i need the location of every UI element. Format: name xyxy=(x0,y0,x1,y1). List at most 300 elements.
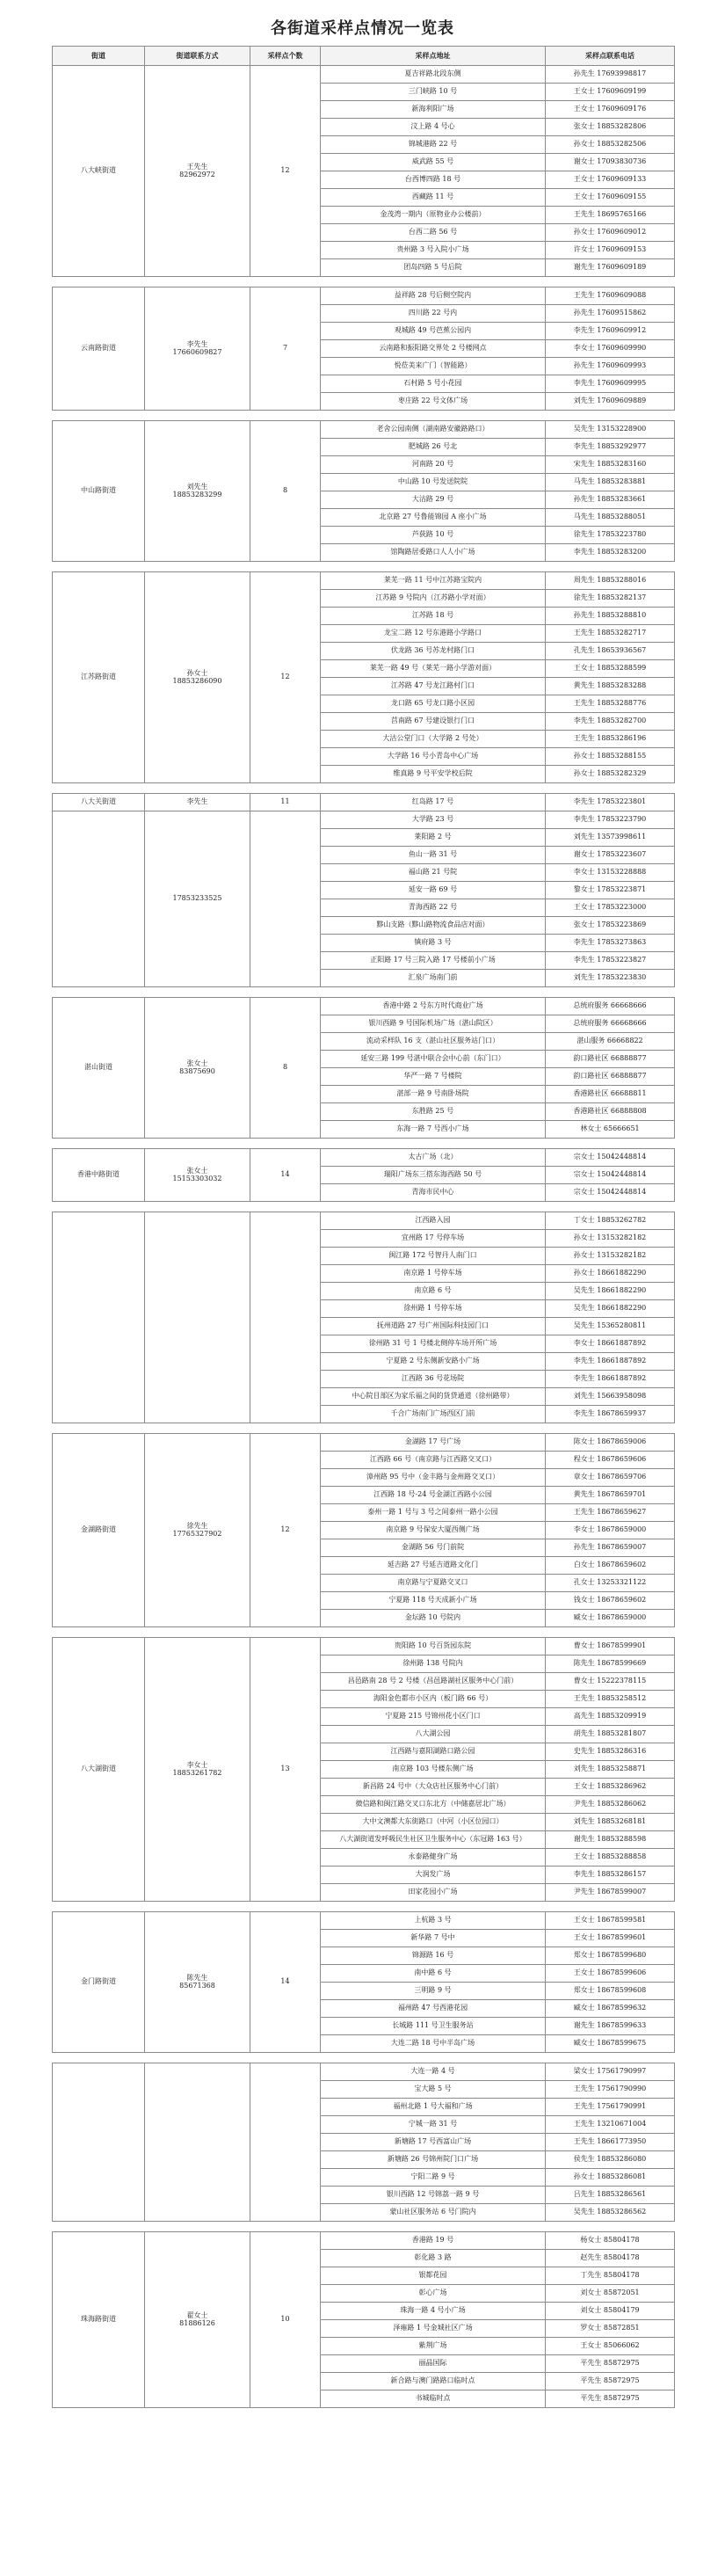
table-row xyxy=(53,2232,675,2250)
sampling-phone-cell: 许女士 17609609153 xyxy=(546,242,675,259)
sampling-address-cell: 贵阳路 10 号百货园东院 xyxy=(321,1638,546,1655)
sampling-address-cell: 上杭路 3 号 xyxy=(321,1912,546,1930)
sampling-address-cell: 红岛路 17 号 xyxy=(321,794,546,811)
sampling-address-cell: 徐州路 1 号停车场 xyxy=(321,1300,546,1318)
sampling-address-cell: 泰州一路 1 号与 3 号之间泰州一路小公园 xyxy=(321,1504,546,1522)
sampling-count-cell: 14 xyxy=(250,1912,321,2053)
sampling-address-cell: 田家花园小广场 xyxy=(321,1884,546,1902)
sampling-phone-cell: 吴先生 15365280811 xyxy=(546,1318,675,1335)
sampling-address-cell: 新海利阳广场 xyxy=(321,101,546,119)
sampling-phone-cell: 李先生 17853223801 xyxy=(546,794,675,811)
sampling-address-cell: 福山路 21 号院 xyxy=(321,864,546,882)
street-contact-cell xyxy=(145,287,250,411)
sampling-address-cell: 江西路 18 号-24 号金湖江西路小公园 xyxy=(321,1487,546,1504)
street-contact-line: 张女士 xyxy=(186,1059,208,1068)
sampling-phone-cell: 王女士 18678599606 xyxy=(546,1965,675,1983)
sampling-address-cell: 南中路 6 号 xyxy=(321,1965,546,1983)
sampling-address-cell: 莱芜一路 49 号（莱芜一路小学游对面） xyxy=(321,660,546,678)
sampling-count-cell: 11 xyxy=(250,794,321,811)
street-contact-line: 17765327902 xyxy=(172,1529,222,1538)
sampling-phone-cell: 李先生 18661887892 xyxy=(546,1353,675,1371)
sampling-address-cell: 团岛四路 5 号后院 xyxy=(321,259,546,277)
sampling-address-cell: 长城路 111 号卫生服务站 xyxy=(321,2018,546,2035)
column-header: 采样点地址 xyxy=(321,47,546,66)
sampling-count-cell: 10 xyxy=(250,2232,321,2408)
sampling-address-cell: 汇泉广场南门前 xyxy=(321,970,546,987)
street-table xyxy=(52,287,675,411)
street-table xyxy=(52,1637,675,1902)
sampling-address-cell: 延安三路 199 号湛中联合会中心前（东门口） xyxy=(321,1051,546,1068)
section-gap xyxy=(52,1139,674,1148)
street-table xyxy=(52,2231,675,2408)
sampling-phone-cell: 王先生 13210671004 xyxy=(546,2116,675,2134)
sampling-phone-cell: 李先生 18853286157 xyxy=(546,1867,675,1884)
sampling-phone-cell: 徐先生 18853282137 xyxy=(546,590,675,608)
sampling-phone-cell: 王女士 85066062 xyxy=(546,2338,675,2355)
sampling-phone-cell: 曹女士 18678599901 xyxy=(546,1638,675,1655)
street-table xyxy=(52,1911,675,2053)
sampling-address-cell: 莱阳路 2 号 xyxy=(321,829,546,847)
sampling-address-cell: 江西路 66 号（南京路与江西路交叉口） xyxy=(321,1452,546,1469)
street-contact-cell xyxy=(145,794,250,811)
street-contact-cell xyxy=(145,2063,250,2222)
street-contact-line: 15153303032 xyxy=(172,1174,222,1182)
sampling-address-cell: 香港路 19 号 xyxy=(321,2232,546,2250)
table-row xyxy=(53,794,675,811)
street-contact-line: 李女士 xyxy=(186,1761,208,1770)
sampling-count-cell: 8 xyxy=(250,421,321,562)
street-contact-line: 王先生 xyxy=(186,163,208,171)
sampling-phone-cell: 孙女士 13153282182 xyxy=(546,1230,675,1248)
sampling-phone-cell: 杨女士 85804178 xyxy=(546,2232,675,2250)
street-contact-cell xyxy=(145,1912,250,2053)
sampling-address-cell: 漳州路 95 号中（金丰路与金州路交叉口） xyxy=(321,1469,546,1487)
sampling-phone-cell: 刘先生 18853258871 xyxy=(546,1761,675,1779)
sampling-phone-cell: 王先生 18853286196 xyxy=(546,731,675,748)
sampling-address-cell: 蒙山社区服务站 6 号门院内 xyxy=(321,2204,546,2222)
sampling-phone-cell: 孙先生 17609515862 xyxy=(546,305,675,323)
sampling-address-cell: 大学路 16 号小青岛中心广场 xyxy=(321,748,546,766)
sampling-address-cell: 香港中路 2 号东方时代商业广场 xyxy=(321,998,546,1015)
sampling-phone-cell: 平先生 85872975 xyxy=(546,2390,675,2408)
sampling-address-cell: 延安一路 69 号 xyxy=(321,882,546,899)
sampling-phone-cell: 谢女士 17093830736 xyxy=(546,154,675,171)
sampling-address-cell: 昌邑路南 28 号 2 号楼（昌邑路湖社区服务中心门前） xyxy=(321,1673,546,1691)
sampling-address-cell: 八大湖公园 xyxy=(321,1726,546,1743)
sampling-phone-cell: 王女士 17609609155 xyxy=(546,189,675,207)
sampling-address-cell: 银都花园 xyxy=(321,2267,546,2285)
sampling-phone-cell: 李先生 18678659937 xyxy=(546,1406,675,1423)
sampling-phone-cell: 赵先生 85804178 xyxy=(546,2250,675,2267)
sampling-address-cell: 彰心广场 xyxy=(321,2285,546,2303)
sampling-count-cell: 12 xyxy=(250,66,321,277)
table-header-row xyxy=(53,47,675,66)
sampling-phone-cell: 李先生 18853292977 xyxy=(546,439,675,456)
sampling-address-cell: 南京路 103 号楼东侧广场 xyxy=(321,1761,546,1779)
sampling-address-cell: 台西博四路 18 号 xyxy=(321,171,546,189)
sampling-phone-cell: 李先生 17609609912 xyxy=(546,323,675,340)
section-gap xyxy=(52,2222,674,2231)
sampling-phone-cell: 王女士 18678599581 xyxy=(546,1912,675,1930)
sampling-phone-cell: 孔先生 18653936567 xyxy=(546,643,675,660)
sampling-phone-cell: 梁女士 17561790997 xyxy=(546,2063,675,2081)
sampling-phone-cell: 平先生 85872975 xyxy=(546,2355,675,2373)
sampling-count-cell: 13 xyxy=(250,1638,321,1902)
sampling-address-cell: 太古广场（北） xyxy=(321,1149,546,1167)
street-contact-cell xyxy=(145,421,250,562)
sampling-address-cell: 肥城路 26 号北 xyxy=(321,439,546,456)
table-row xyxy=(53,1638,675,1655)
table-row xyxy=(53,1212,675,1230)
street-contact-cell xyxy=(145,572,250,783)
sampling-phone-cell: 王先生 18853282717 xyxy=(546,625,675,643)
sampling-address-cell: 江西路与嘉阳湖路口路公园 xyxy=(321,1743,546,1761)
sampling-address-cell: 海阳金色都市小区内（板门路 66 号） xyxy=(321,1691,546,1708)
sampling-phone-cell: 曹女士 15222378115 xyxy=(546,1673,675,1691)
sampling-address-cell: 宁阳二路 9 号 xyxy=(321,2169,546,2187)
sampling-address-cell: 四川路 22 号内 xyxy=(321,305,546,323)
section-gap xyxy=(52,987,674,997)
sampling-phone-cell: 王女士 17609609133 xyxy=(546,171,675,189)
sampling-phone-cell: 李先生 17853223827 xyxy=(546,952,675,970)
sampling-phone-cell: 孔女士 13253321122 xyxy=(546,1575,675,1592)
street-name-cell: 八大关街道 xyxy=(53,794,145,811)
sampling-address-cell: 益祥路 28 号后侧空院内 xyxy=(321,287,546,305)
sampling-address-cell: 三明路 9 号 xyxy=(321,1983,546,2000)
sampling-phone-cell: 王女士 18678599601 xyxy=(546,1930,675,1947)
sampling-phone-cell: 王先生 18853288776 xyxy=(546,695,675,713)
section-gap xyxy=(52,1627,674,1637)
section-gap xyxy=(52,1423,674,1433)
street-name-cell xyxy=(53,811,145,987)
column-header: 采样点联系电话 xyxy=(546,47,675,66)
sampling-phone-cell: 刘先生 15663958098 xyxy=(546,1388,675,1406)
sampling-address-cell: 泽雍路 1 号金城社区广场 xyxy=(321,2320,546,2338)
sampling-phone-cell: 王先生 18661773950 xyxy=(546,2134,675,2151)
sampling-address-cell: 西藏路 11 号 xyxy=(321,189,546,207)
street-contact-line: 81886126 xyxy=(179,2318,215,2327)
sampling-address-cell: 微信路和闽江路交叉口东北方（中储嘉居北广场） xyxy=(321,1796,546,1814)
street-contact-cell xyxy=(145,1638,250,1902)
street-name-cell: 金湖路街道 xyxy=(53,1434,145,1627)
sampling-phone-cell: 谢先生 18853288598 xyxy=(546,1831,675,1849)
sampling-address-cell: 金坛路 10 号院内 xyxy=(321,1610,546,1627)
sampling-count-cell xyxy=(250,811,321,987)
street-name-cell: 珠海路街道 xyxy=(53,2232,145,2408)
street-table xyxy=(52,793,675,987)
sampling-address-cell: 大中文澳都大东街路口（中河（小区位园口） xyxy=(321,1814,546,1831)
sampling-phone-cell: 马先生 18853283881 xyxy=(546,474,675,491)
street-table xyxy=(52,571,675,783)
sampling-phone-cell: 吴先生 18661882290 xyxy=(546,1300,675,1318)
sampling-phone-cell: 香港路社区 66888808 xyxy=(546,1103,675,1121)
sampling-phone-cell: 臧女士 18678659000 xyxy=(546,1610,675,1627)
sampling-address-cell: 中心院目部区为家乐福之间的货贷通道（徐州路带） xyxy=(321,1388,546,1406)
street-table xyxy=(52,46,675,277)
column-header: 街道 xyxy=(53,47,145,66)
sampling-address-cell: 珠海一路 4 号小广场 xyxy=(321,2303,546,2320)
street-contact-cell xyxy=(145,66,250,277)
sampling-address-cell: 正阳路 17 号三院入路 17 号楼前小广场 xyxy=(321,952,546,970)
sampling-address-cell: 紫荆广场 xyxy=(321,2338,546,2355)
street-table xyxy=(52,1433,675,1627)
sampling-address-cell: 大学路 23 号 xyxy=(321,811,546,829)
sampling-address-cell: 青海市民中心 xyxy=(321,1184,546,1202)
sampling-phone-cell: 李先生 18853282700 xyxy=(546,713,675,731)
table-row xyxy=(53,287,675,305)
sampling-phone-cell: 孙女士 18853282506 xyxy=(546,136,675,154)
table-row xyxy=(53,1149,675,1167)
sampling-address-cell: 锦城港路 22 号 xyxy=(321,136,546,154)
sampling-address-cell: 金茂湾一期内（原物业办公楼前） xyxy=(321,207,546,224)
sampling-address-cell: 南京路 1 号停车场 xyxy=(321,1265,546,1283)
sampling-address-cell: 北京路 27 号鲁能锦园 A 座小广场 xyxy=(321,509,546,527)
sampling-address-cell: 河南路 20 号 xyxy=(321,456,546,474)
sampling-phone-cell: 宗女士 15042448814 xyxy=(546,1149,675,1167)
sampling-phone-cell: 总统府服务 66668666 xyxy=(546,1015,675,1033)
sampling-count-cell xyxy=(250,1212,321,1423)
sampling-address-cell: 华严一路 7 号楼院 xyxy=(321,1068,546,1086)
sampling-address-cell: 芦荻路 10 号 xyxy=(321,527,546,544)
sampling-phone-cell: 王先生 17561790990 xyxy=(546,2081,675,2099)
section-gap xyxy=(52,1202,674,1212)
sampling-phone-cell: 丁先生 85804178 xyxy=(546,2267,675,2285)
street-table xyxy=(52,997,675,1139)
sampling-phone-cell: 总统府服务 66668666 xyxy=(546,998,675,1015)
street-name-cell: 中山路街道 xyxy=(53,421,145,562)
sampling-address-cell: 宁城一路 31 号 xyxy=(321,2116,546,2134)
sampling-count-cell: 8 xyxy=(250,998,321,1139)
sampling-phone-cell: 谢先生 18678599633 xyxy=(546,2018,675,2035)
section-gap xyxy=(52,411,674,420)
sampling-phone-cell: 谢女士 17853223607 xyxy=(546,847,675,864)
street-table xyxy=(52,420,675,562)
sampling-phone-cell: 孙女士 18853288155 xyxy=(546,748,675,766)
sampling-address-cell: 大连一路 4 号 xyxy=(321,2063,546,2081)
sampling-count-cell: 12 xyxy=(250,1434,321,1627)
table-row xyxy=(53,1434,675,1452)
sampling-address-cell: 江西路入园 xyxy=(321,1212,546,1230)
sampling-phone-cell: 郑女士 18678599680 xyxy=(546,1947,675,1965)
sampling-phone-cell: 宋先生 18853283160 xyxy=(546,456,675,474)
sampling-address-cell: 徐州路 31 号 1 号楼北侧停车场开所广场 xyxy=(321,1335,546,1353)
street-contact-line: 18853283299 xyxy=(172,490,222,498)
sampling-address-cell: 宁夏路 118 号天成新小广场 xyxy=(321,1592,546,1610)
street-name-cell: 金门路街道 xyxy=(53,1912,145,2053)
sampling-address-cell: 八大湖街道发呼吸民生社区卫生服务中心（东冠路 163 号） xyxy=(321,1831,546,1849)
street-name-cell: 八大湖街道 xyxy=(53,1638,145,1902)
sampling-address-cell: 东海一路 7 号西小广场 xyxy=(321,1121,546,1139)
sampling-phone-cell: 刘先生 18853268181 xyxy=(546,1814,675,1831)
table-row xyxy=(53,572,675,590)
sampling-phone-cell: 林女士 65666651 xyxy=(546,1121,675,1139)
sampling-phone-cell: 吕先生 18853286561 xyxy=(546,2187,675,2204)
sampling-phone-cell: 韵口路社区 66888877 xyxy=(546,1051,675,1068)
sampling-phone-cell: 黄先生 18853283288 xyxy=(546,678,675,695)
street-name-cell: 云南路街道 xyxy=(53,287,145,411)
sampling-address-cell: 宁夏路 2 号东侧新安路小广场 xyxy=(321,1353,546,1371)
sampling-phone-cell: 孙先生 18853288810 xyxy=(546,608,675,625)
sampling-address-cell: 枣庄路 22 号文体广场 xyxy=(321,393,546,411)
sampling-address-cell: 福州路 47 号西港花园 xyxy=(321,2000,546,2018)
sampling-address-cell: 宝大路 5 号 xyxy=(321,2081,546,2099)
sampling-address-cell: 东胜路 25 号 xyxy=(321,1103,546,1121)
sampling-address-cell: 金湖路 56 号门前院 xyxy=(321,1539,546,1557)
street-name-cell: 八大峡街道 xyxy=(53,66,145,277)
sampling-address-cell: 悦莅美来广门（智能路） xyxy=(321,358,546,375)
sampling-phone-cell: 黄先生 18678659701 xyxy=(546,1487,675,1504)
street-contact-line: 刘先生 xyxy=(186,483,208,491)
sampling-phone-cell: 刘女士 85804179 xyxy=(546,2303,675,2320)
section-gap xyxy=(52,277,674,287)
sampling-address-cell: 宜州路 17 号停车场 xyxy=(321,1230,546,1248)
street-contact-line: 张女士 xyxy=(186,1167,208,1175)
sampling-phone-cell: 宗女士 15042448814 xyxy=(546,1167,675,1184)
sampling-address-cell: 大连二路 18 号中半岛广场 xyxy=(321,2035,546,2053)
sampling-phone-cell: 吴先生 18853286562 xyxy=(546,2204,675,2222)
sampling-address-cell: 新合路与澳门路路口临时点 xyxy=(321,2373,546,2390)
sampling-address-cell: 银川西路 12 号锦荔一路 9 号 xyxy=(321,2187,546,2204)
sampling-phone-cell: 李女士 17609609990 xyxy=(546,340,675,358)
sampling-phone-cell: 尹先生 18853286062 xyxy=(546,1796,675,1814)
sampling-address-cell: 流动采样队 16 支（湛山社区服务站门口） xyxy=(321,1033,546,1051)
sampling-count-cell: 12 xyxy=(250,572,321,783)
sampling-phone-cell: 张女士 17853223869 xyxy=(546,917,675,935)
sampling-phone-cell: 程女士 18678659606 xyxy=(546,1452,675,1469)
street-contact-cell xyxy=(145,1149,250,1202)
sampling-address-cell: 中山路 10 号发送院院 xyxy=(321,474,546,491)
street-table xyxy=(52,2063,675,2222)
sampling-phone-cell: 王先生 17609609088 xyxy=(546,287,675,305)
sampling-address-cell: 鱼山一路 31 号 xyxy=(321,847,546,864)
sampling-address-cell: 三门峡路 10 号 xyxy=(321,84,546,101)
sampling-address-cell: 丽晶国际 xyxy=(321,2355,546,2373)
street-contact-cell xyxy=(145,811,250,987)
sampling-address-cell: 威武路 55 号 xyxy=(321,154,546,171)
section-gap xyxy=(52,562,674,571)
sampling-phone-cell: 孙先生 17609609993 xyxy=(546,358,675,375)
sampling-address-cell: 馆陶路居委路口人人小广场 xyxy=(321,544,546,562)
street-contact-line: 陈先生 xyxy=(186,1974,208,1983)
sampling-phone-cell: 周先生 18853288016 xyxy=(546,572,675,590)
sampling-phone-cell: 高先生 18853209919 xyxy=(546,1708,675,1726)
table-row xyxy=(53,421,675,439)
sampling-phone-cell: 黎女士 17853223871 xyxy=(546,882,675,899)
sampling-phone-cell: 陈女士 18678659006 xyxy=(546,1434,675,1452)
table-row xyxy=(53,811,675,829)
street-contact-line: 孙女士 xyxy=(186,669,208,678)
sampling-address-cell: 书城临时点 xyxy=(321,2390,546,2408)
sampling-phone-cell: 李女士 13153228888 xyxy=(546,864,675,882)
sampling-phone-cell: 章女士 18678659706 xyxy=(546,1469,675,1487)
sampling-phone-cell: 陈先生 18678599669 xyxy=(546,1655,675,1673)
street-name-cell: 香港中路街道 xyxy=(53,1149,145,1202)
sampling-phone-cell: 郑女士 18678599608 xyxy=(546,1983,675,2000)
sampling-address-cell: 云南路和振阳路交界处 2 号楼网点 xyxy=(321,340,546,358)
sampling-address-cell: 延吉路 27 号延吉道路文化门 xyxy=(321,1557,546,1575)
sampling-address-cell: 南京路 6 号 xyxy=(321,1283,546,1300)
sampling-address-cell: 南京路与宁夏路交叉口 xyxy=(321,1575,546,1592)
sampling-address-cell: 贵州路 3 号入院小广场 xyxy=(321,242,546,259)
sampling-phone-cell: 孙先生 18678659007 xyxy=(546,1539,675,1557)
sampling-phone-cell: 香港路社区 66688811 xyxy=(546,1086,675,1103)
sampling-address-cell: 龙口路 65 号龙口路小区园 xyxy=(321,695,546,713)
sampling-phone-cell: 孙女士 18853286081 xyxy=(546,2169,675,2187)
sampling-address-cell: 江苏路 47 号龙江路村门口 xyxy=(321,678,546,695)
sampling-address-cell: 闽江路 172 号智丹人南门口 xyxy=(321,1248,546,1265)
sampling-address-cell: 汶上路 4 号心 xyxy=(321,119,546,136)
sampling-phone-cell: 史先生 18853286316 xyxy=(546,1743,675,1761)
sampling-phone-cell: 王女士 18853288599 xyxy=(546,660,675,678)
sampling-address-cell: 江西路 36 号花场院 xyxy=(321,1371,546,1388)
sampling-phone-cell: 王女士 17853223000 xyxy=(546,899,675,917)
sampling-count-cell: 14 xyxy=(250,1149,321,1202)
sampling-phone-cell: 王女士 18853286962 xyxy=(546,1779,675,1796)
sampling-address-cell: 观城路 49 号芭蕉公园内 xyxy=(321,323,546,340)
street-name-cell xyxy=(53,1212,145,1423)
street-name-cell: 江苏路街道 xyxy=(53,572,145,783)
sampling-phone-cell: 侯先生 18853286080 xyxy=(546,2151,675,2169)
sampling-phone-cell: 王先生 18678659627 xyxy=(546,1504,675,1522)
sampling-phone-cell: 孙女士 18853282329 xyxy=(546,766,675,783)
sampling-address-cell: 伏龙路 36 号苏龙村路门口 xyxy=(321,643,546,660)
sampling-point-tables xyxy=(52,46,674,2408)
street-contact-cell xyxy=(145,2232,250,2408)
sampling-phone-cell: 刘女士 85872051 xyxy=(546,2285,675,2303)
sampling-count-cell: 7 xyxy=(250,287,321,411)
sampling-phone-cell: 王先生 18695765166 xyxy=(546,207,675,224)
sampling-address-cell: 夏吉祥路北段东侧 xyxy=(321,66,546,84)
street-contact-cell xyxy=(145,1434,250,1627)
sampling-phone-cell: 丁女士 18853262782 xyxy=(546,1212,675,1230)
street-contact-line: 82962972 xyxy=(179,170,215,178)
sampling-address-cell: 新塘路 17 号西富山广场 xyxy=(321,2134,546,2151)
sampling-phone-cell: 徐先生 17853223780 xyxy=(546,527,675,544)
sampling-phone-cell: 胡先生 18853281807 xyxy=(546,1726,675,1743)
column-header: 采样点个数 xyxy=(250,47,321,66)
street-name-cell: 湛山街道 xyxy=(53,998,145,1139)
sampling-phone-cell: 马先生 18853288051 xyxy=(546,509,675,527)
sampling-phone-cell: 钱女士 18678659602 xyxy=(546,1592,675,1610)
sampling-phone-cell: 王先生 18853258512 xyxy=(546,1691,675,1708)
sampling-phone-cell: 李先生 18853283200 xyxy=(546,544,675,562)
sampling-phone-cell: 谢先生 17609609189 xyxy=(546,259,675,277)
sampling-address-cell: 黟山支路（黟山路物流食品店对面） xyxy=(321,917,546,935)
sampling-address-cell: 抚州道路 27 号广州国际科技园门口 xyxy=(321,1318,546,1335)
sampling-phone-cell: 湛山服务 66668822 xyxy=(546,1033,675,1051)
sampling-address-cell: 锦源路 16 号 xyxy=(321,1947,546,1965)
street-contact-line: 17660609827 xyxy=(172,347,222,356)
sampling-address-cell: 千合广场南门广场西区门前 xyxy=(321,1406,546,1423)
sampling-address-cell: 大润发广场 xyxy=(321,1867,546,1884)
sampling-address-cell: 徐州路 138 号院内 xyxy=(321,1655,546,1673)
street-table xyxy=(52,1148,675,1202)
street-contact-cell xyxy=(145,1212,250,1423)
sampling-count-cell xyxy=(250,2063,321,2222)
sampling-address-cell: 金湖路 17 号广场 xyxy=(321,1434,546,1452)
section-gap xyxy=(52,783,674,793)
sampling-address-cell: 银川西路 9 号国际机场广场（湛山院区） xyxy=(321,1015,546,1033)
sampling-phone-cell: 孙女士 17609609012 xyxy=(546,224,675,242)
sampling-phone-cell: 罗女士 85872851 xyxy=(546,2320,675,2338)
street-contact-line: 83875690 xyxy=(179,1066,215,1075)
sampling-phone-cell: 平先生 85872975 xyxy=(546,2373,675,2390)
sampling-phone-cell: 刘先生 13573998611 xyxy=(546,829,675,847)
sampling-address-cell: 老舍公园南侧（湖南路安徽路路口） xyxy=(321,421,546,439)
sampling-address-cell: 宁夏路 215 号锦州花小区门口 xyxy=(321,1708,546,1726)
sampling-phone-cell: 臧女士 18678599675 xyxy=(546,2035,675,2053)
sampling-phone-cell: 宗女士 15042448814 xyxy=(546,1184,675,1202)
